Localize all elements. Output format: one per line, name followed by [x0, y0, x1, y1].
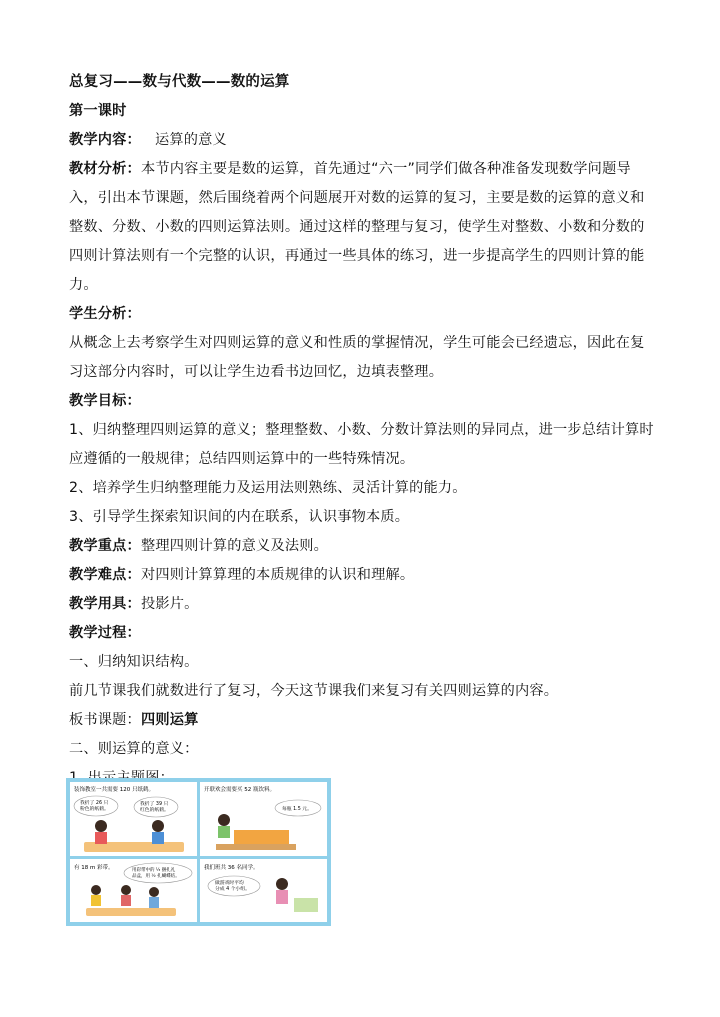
theme-illustration	[66, 778, 331, 926]
content-line	[69, 126, 654, 155]
panel-1-caption: 装饰教室一共需要 120 只纸鹤。	[74, 787, 154, 793]
panel-2-bubble-text: 每瓶 1.5 元。	[282, 807, 312, 812]
panel-3-bubble-text-2: 品盒，用 ½ 扎蝴蝶结。	[132, 874, 180, 879]
panel-1-bubble-1-text-2: 粉色的纸鹤。	[80, 807, 109, 812]
panel-1-child-1-body	[95, 832, 107, 844]
panel-2-child-body	[218, 826, 230, 838]
panel-1-bubble-2-text-2: 红色的纸鹤。	[140, 808, 169, 813]
analysis-label: 教材分析：	[69, 161, 141, 177]
tools-value: 投影片。	[140, 596, 199, 612]
panel-3-child-2-body	[121, 895, 131, 906]
difficult-point	[69, 561, 654, 590]
step-2: 二、则运算的意义：	[69, 741, 199, 757]
panel-1-bubble-2	[134, 797, 178, 817]
content-value: 运算的意义	[154, 132, 227, 148]
panel-2-caption: 开联欢会需要买 52 瓶饮料。	[204, 787, 275, 793]
process-label: 教学过程：	[69, 625, 141, 641]
panel-4-child-body	[276, 890, 288, 904]
difficult-value: 对四则计算算理的本质规律的认识和理解。	[140, 567, 415, 583]
student-line-2: 习这部分内容时，可以让学生边看书边回忆，边填表整理。	[69, 364, 444, 380]
board-label: 板书课题：	[69, 712, 141, 728]
panel-4-bubble-text-2: 分成 4 个小组。	[215, 887, 250, 892]
student-line-1: 从概念上去考察学生对四则运算的意义和性质的掌握情况，学生可能会已经遗忘，因此在复	[69, 335, 645, 351]
difficult-label: 教学难点：	[69, 567, 141, 583]
lesson-heading: 第一课时	[69, 103, 127, 119]
student-label: 学生分析：	[69, 306, 141, 322]
step-1-text: 前几节课我们就数进行了复习，今天这节课我们来复习有关四则运算的内容。	[69, 683, 559, 699]
content-label: 教学内容：	[69, 132, 141, 148]
step-1: 一、归纳知识结构。	[69, 654, 199, 670]
goal-1-line-2: 应遵循的一般规律；总结四则运算中的一些特殊情况。	[69, 451, 415, 467]
key-point	[69, 532, 654, 561]
panel-3-table	[86, 908, 176, 916]
panel-4-bubble	[208, 876, 260, 896]
board-value: 四则运算	[140, 712, 199, 728]
panel-3-bubble-text-1: 用彩带中的 ⅓ 捆扎礼	[132, 868, 176, 873]
panel-1-child-2-body	[152, 832, 164, 844]
key-value: 整理四则计算的意义及法则。	[140, 538, 328, 554]
analysis-line-1	[69, 155, 654, 184]
tools-label: 教学用具：	[69, 596, 141, 612]
board-title	[69, 706, 654, 735]
panel-1-child-1-head	[95, 820, 107, 832]
panel-4-caption: 我们班共 36 名同学。	[204, 865, 259, 871]
analysis-line-3: 整数、分数、小数的四则运算法则。通过这样的整理与复习，使学生对整数、小数和分数的	[69, 219, 645, 235]
key-label: 教学重点：	[69, 538, 141, 554]
panel-4-child-head	[276, 878, 288, 890]
goal-3: 3、引导学生探索知识间的内在联系，认识事物本质。	[69, 509, 410, 525]
panel-2-bottles	[234, 830, 289, 844]
panel-3-child-1-body	[91, 895, 101, 906]
panel-2-table	[216, 844, 296, 850]
analysis-text-1: 本节内容主要是数的运算，首先通过“六一”同学们做各种准备发现数学问题导	[140, 161, 631, 177]
panel-3-child-1-head	[91, 885, 101, 895]
panel-3-child-2-head	[121, 885, 131, 895]
panel-4-bubble-text-1: 做游戏时平均	[215, 881, 244, 886]
panel-3-caption: 有 18 m 彩带。	[74, 865, 114, 871]
goal-2: 2、培养学生归纳整理能力及运用法则熟练、灵活计算的能力。	[69, 480, 467, 496]
document-body	[69, 68, 654, 793]
panel-1-child-2-head	[152, 820, 164, 832]
goal-1-line-1: 1、归纳整理四则运算的意义；整理整数、小数、分数计算法则的异同点，进一步总结计算时	[69, 422, 654, 438]
goals-label: 教学目标：	[69, 393, 141, 409]
panel-3-child-3-body	[149, 897, 159, 908]
panel-3-bubble	[124, 863, 192, 883]
panel-1-bubble-2-text-1: 我折了 39 只	[140, 802, 169, 807]
analysis-line-5: 力。	[69, 277, 98, 293]
panel-4-board	[294, 898, 318, 912]
panel-3-child-3-head	[149, 887, 159, 897]
panel-1-bubble-1-text-1: 我折了 26 只	[80, 801, 109, 806]
teaching-tools	[69, 590, 654, 619]
panel-2-child-head	[218, 814, 230, 826]
analysis-line-2: 入，引出本节课题，然后围绕着两个问题展开对数的运算的复习，主要是数的运算的意义和	[69, 190, 645, 206]
panel-1-bubble-1	[74, 796, 118, 816]
analysis-line-4: 四则计算法则有一个完整的认识，再通过一些具体的练习，进一步提高学生的四则计算的能	[69, 248, 645, 264]
doc-title: 总复习——数与代数——数的运算	[69, 74, 290, 90]
